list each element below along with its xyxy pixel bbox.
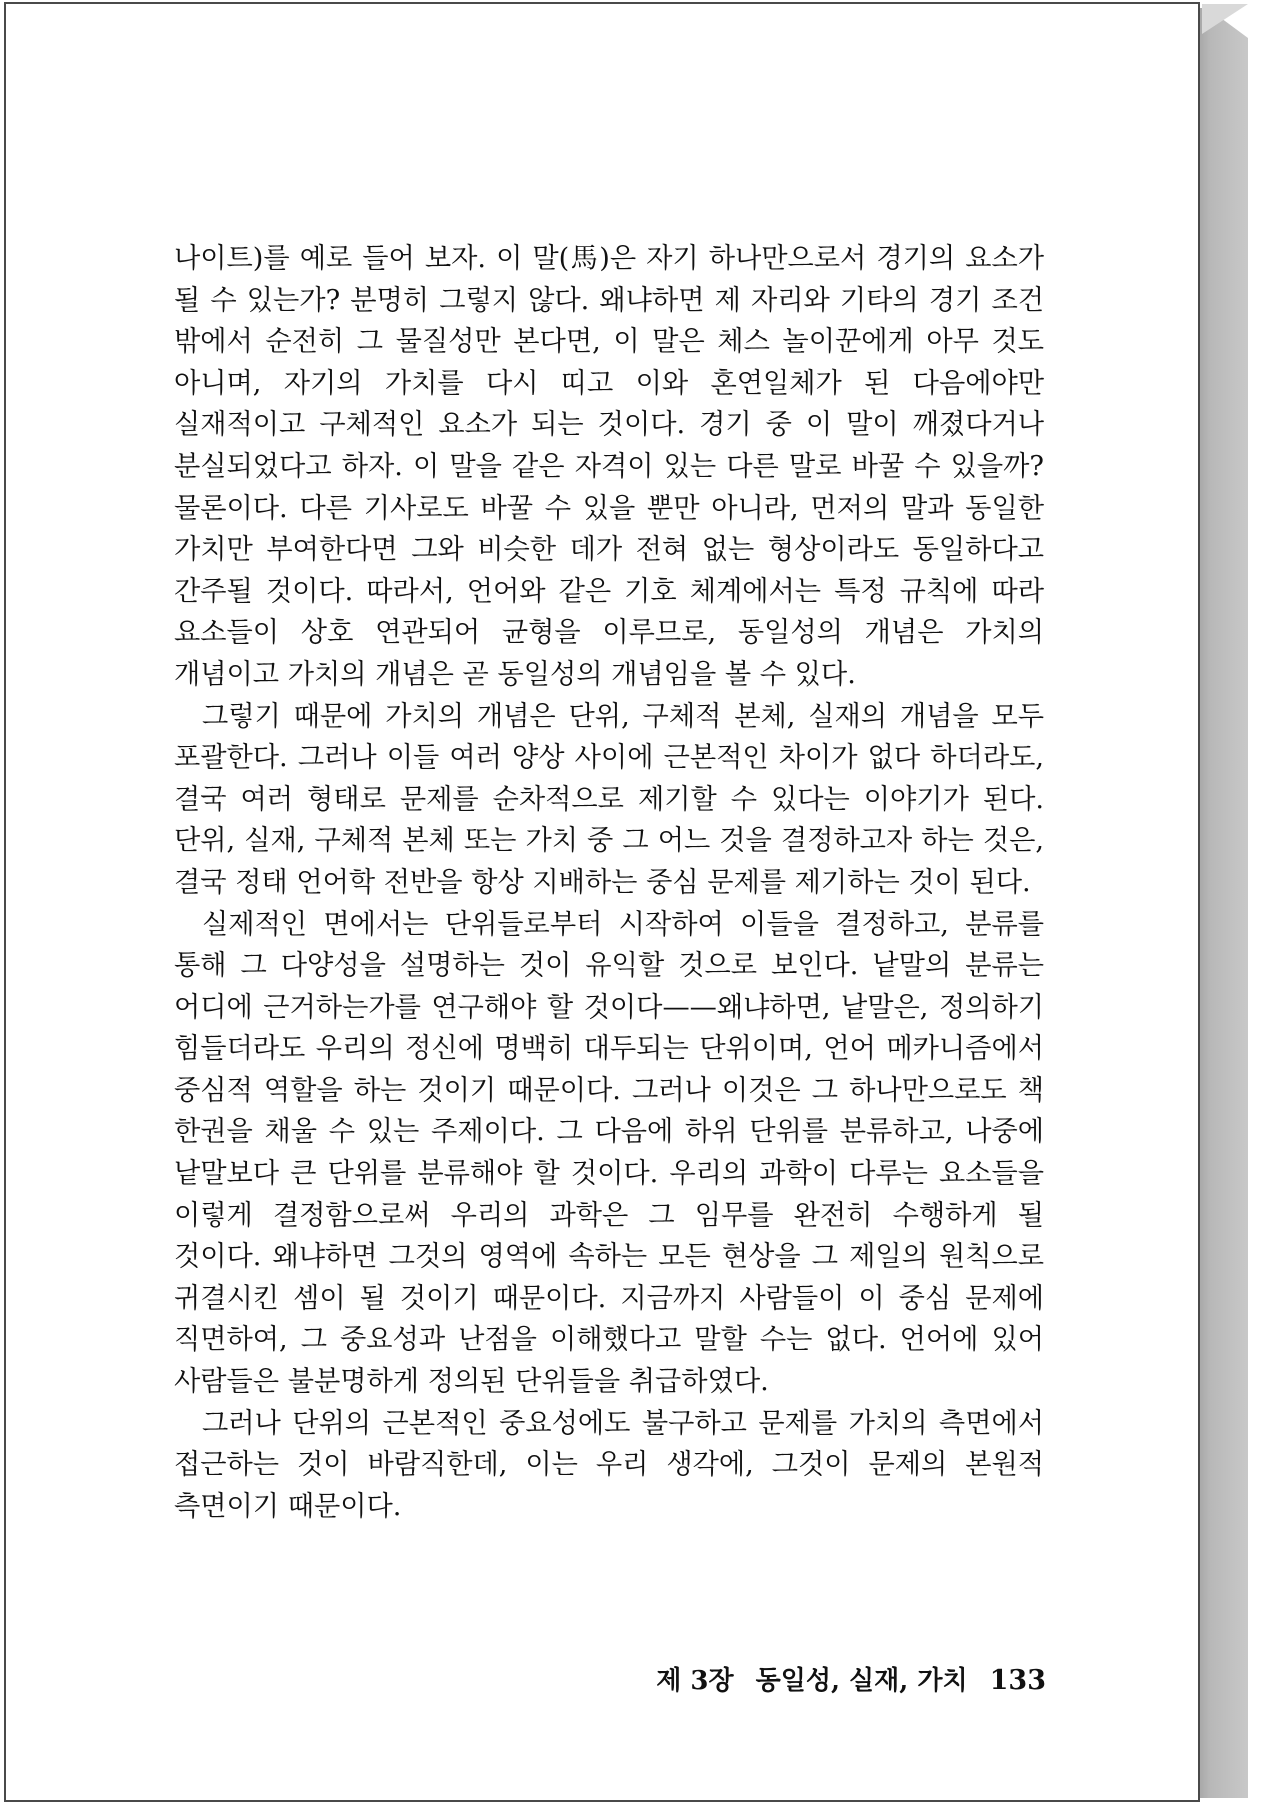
- chapter-title: 동일성, 실재, 가치: [755, 1666, 968, 1696]
- paragraph: 그렇기 때문에 가치의 개념은 단위, 구체적 본체, 실재의 개념을 모두 포괄한다. 그러나 이들 여러 양상 사이에 근본적인 차이가 없다 하더라도, 결국 여러 형태로 문제를 순차적으로 제기할 수 있다는 이야기가 된다. 단위, 실재, 구체적 본체 또는 가치 중 그 어느 것을 결정하고자 하는 것은, 결국 정태 언어학 전반을 항상 지배하는 중심 문제를 제기하는 것이 된다.: [174, 700, 1044, 898]
- chapter-label: 제 3장: [656, 1666, 734, 1696]
- document-page: [4, 2, 1200, 1802]
- paragraph: 그러나 단위의 근본적인 중요성에도 불구하고 문제를 가치의 측면에서 접근하는 것이 바람직한데, 이는 우리 생각에, 그것이 문제의 본원적 측면이기 때문이다.: [174, 1407, 1044, 1522]
- paragraph: 나이트)를 예로 들어 보자. 이 말(馬)은 자기 하나만으로서 경기의 요소가 될 수 있는가? 분명히 그렇지 않다. 왜냐하면 제 자리와 기타의 경기 조건 밖에서 순전히 그 물질성만 본다면, 이 말은 체스 놀이꾼에게 아무 것도 아니며, 자기의 가치를 다시 띠고 이와 혼연일체가 된 다음에야만 실재적이고 구체적인 요소가 되는 것이다. 경기 중 이 말이 깨졌다거나 분실되었다고 하자. 이 말을 같은 자격이 있는 다른 말로 바꿀 수 있을까? 물론이다. 다른 기사로도 바꿀 수 있을 뿐만 아니라, 먼저의 말과 동일한 가치만 부여한다면 그와 비슷한 데가 전혀 없는 형상이라도 동일하다고 간주될 것이다. 따라서, 언어와 같은 기호 체계에서는 특정 규칙에 따라 요소들이 상호 연관되어 균형을 이루므로, 동일성의 개념은 가치의 개념이고 가치의 개념은 곧 동일성의 개념임을 볼 수 있다.: [174, 243, 1044, 690]
- body-text: [174, 238, 1044, 1527]
- page-number: 133: [989, 1665, 1046, 1696]
- page-corner-fold: [1202, 4, 1248, 34]
- running-footer: [646, 1660, 1046, 1697]
- paragraph: 실제적인 면에서는 단위들로부터 시작하여 이들을 결정하고, 분류를 통해 그 다양성을 설명하는 것이 유익할 것으로 보인다. 낱말의 분류는 어디에 근거하는가를 연구해야 할 것이다——왜냐하면, 낱말은, 정의하기 힘들더라도 우리의 정신에 명백히 대두되는 단위이며, 언어 메카니즘에서 중심적 역할을 하는 것이기 때문이다. 그러나 이것은 그 하나만으로도 책 한권을 채울 수 있는 주제이다. 그 다음에 하위 단위를 분류하고, 나중에 낱말보다 큰 단위를 분류해야 할 것이다. 우리의 과학이 다루는 요소들을 이렇게 결정함으로써 우리의 과학은 그 임무를 완전히 수행하게 될 것이다. 왜냐하면 그것의 영역에 속하는 모든 현상을 그 제일의 원칙으로 귀결시킨 셈이 될 것이기 때문이다. 지금까지 사람들이 이 중심 문제에 직면하여, 그 중요성과 난점을 이해했다고 말할 수는 없다. 언어에 있어 사람들은 불분명하게 정의된 단위들을 취급하였다.: [174, 908, 1044, 1398]
